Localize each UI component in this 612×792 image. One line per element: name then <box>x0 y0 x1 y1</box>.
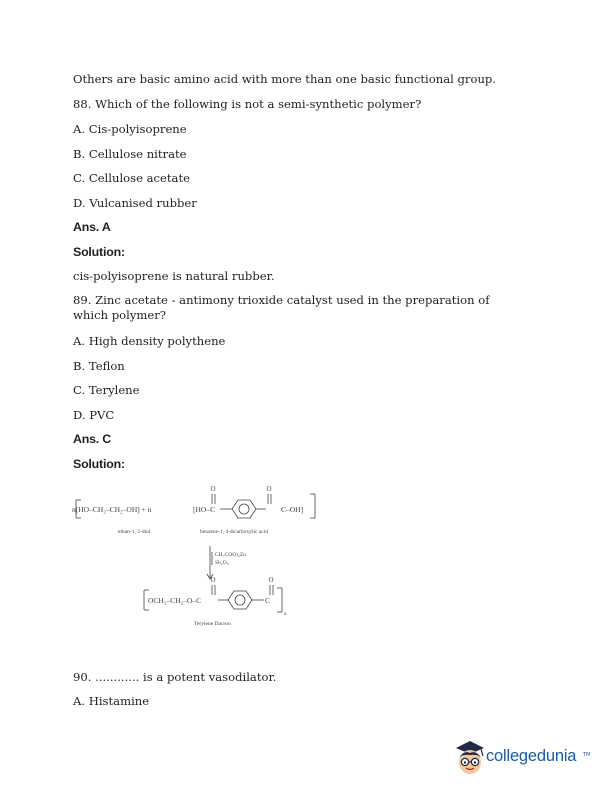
product-chain-left: OCH₂–CH₂–O–C <box>148 596 202 605</box>
reactant-diol: n[HO–CH₂–CH₂–OH] + n <box>72 505 152 514</box>
oxygen-label: O <box>266 485 272 493</box>
question-90: 90. ............ is a potent vasodilator. <box>73 670 277 684</box>
option-88-d: D. Vulcanised rubber <box>73 196 197 210</box>
question-89: 89. Zinc acetate - antimony trioxide catalyst used in the preparation of which polymer? <box>73 293 490 322</box>
answer-89: Ans. C <box>73 432 112 446</box>
option-89-c: C. Terylene <box>73 383 140 397</box>
option-89-b: B. Teflon <box>73 359 125 373</box>
option-88-a: A. Cis-polyisoprene <box>73 122 187 136</box>
oxygen-label: O <box>268 576 274 584</box>
reactant-acid-name: benzene-1, 4-dicarboxylic acid <box>200 529 268 535</box>
oxygen-label: O <box>210 485 216 493</box>
solution-88: cis-polyisoprene is natural rubber. <box>73 269 275 283</box>
reactant-acid-right: C–OH] <box>281 505 304 514</box>
catalyst-antimony-oxide: Sb₂O₃ <box>215 560 229 566</box>
terylene-reaction-diagram <box>60 472 330 637</box>
question-88: 88. Which of the following is not a semi-synthetic polymer? <box>73 97 422 111</box>
catalyst-zinc-acetate: CH₃COO)₂Zn <box>215 552 247 558</box>
option-89-a: A. High density polythene <box>73 334 226 348</box>
product-name: Terylene Dacron <box>194 621 231 627</box>
solution-label-89: Solution: <box>73 457 125 471</box>
option-89-d: D. PVC <box>73 408 115 422</box>
oxygen-label: O <box>210 576 216 584</box>
option-88-c: C. Cellulose acetate <box>73 171 190 185</box>
solution-label-88: Solution: <box>73 245 125 259</box>
brand-trademark: TM <box>583 752 591 758</box>
product-chain-right: C <box>265 596 271 605</box>
option-88-b: B. Cellulose nitrate <box>73 147 187 161</box>
product-subscript: n <box>284 612 287 617</box>
reactant-diol-name: ethan-1, 2-diol <box>118 529 151 535</box>
brand-name: collegedunia <box>486 747 577 765</box>
reactant-acid-left: [HO–C <box>193 505 216 514</box>
option-90-a: A. Histamine <box>73 694 150 708</box>
intro-text: Others are basic amino acid with more than one basic functional group. <box>73 72 497 86</box>
answer-88: Ans. A <box>73 220 111 234</box>
